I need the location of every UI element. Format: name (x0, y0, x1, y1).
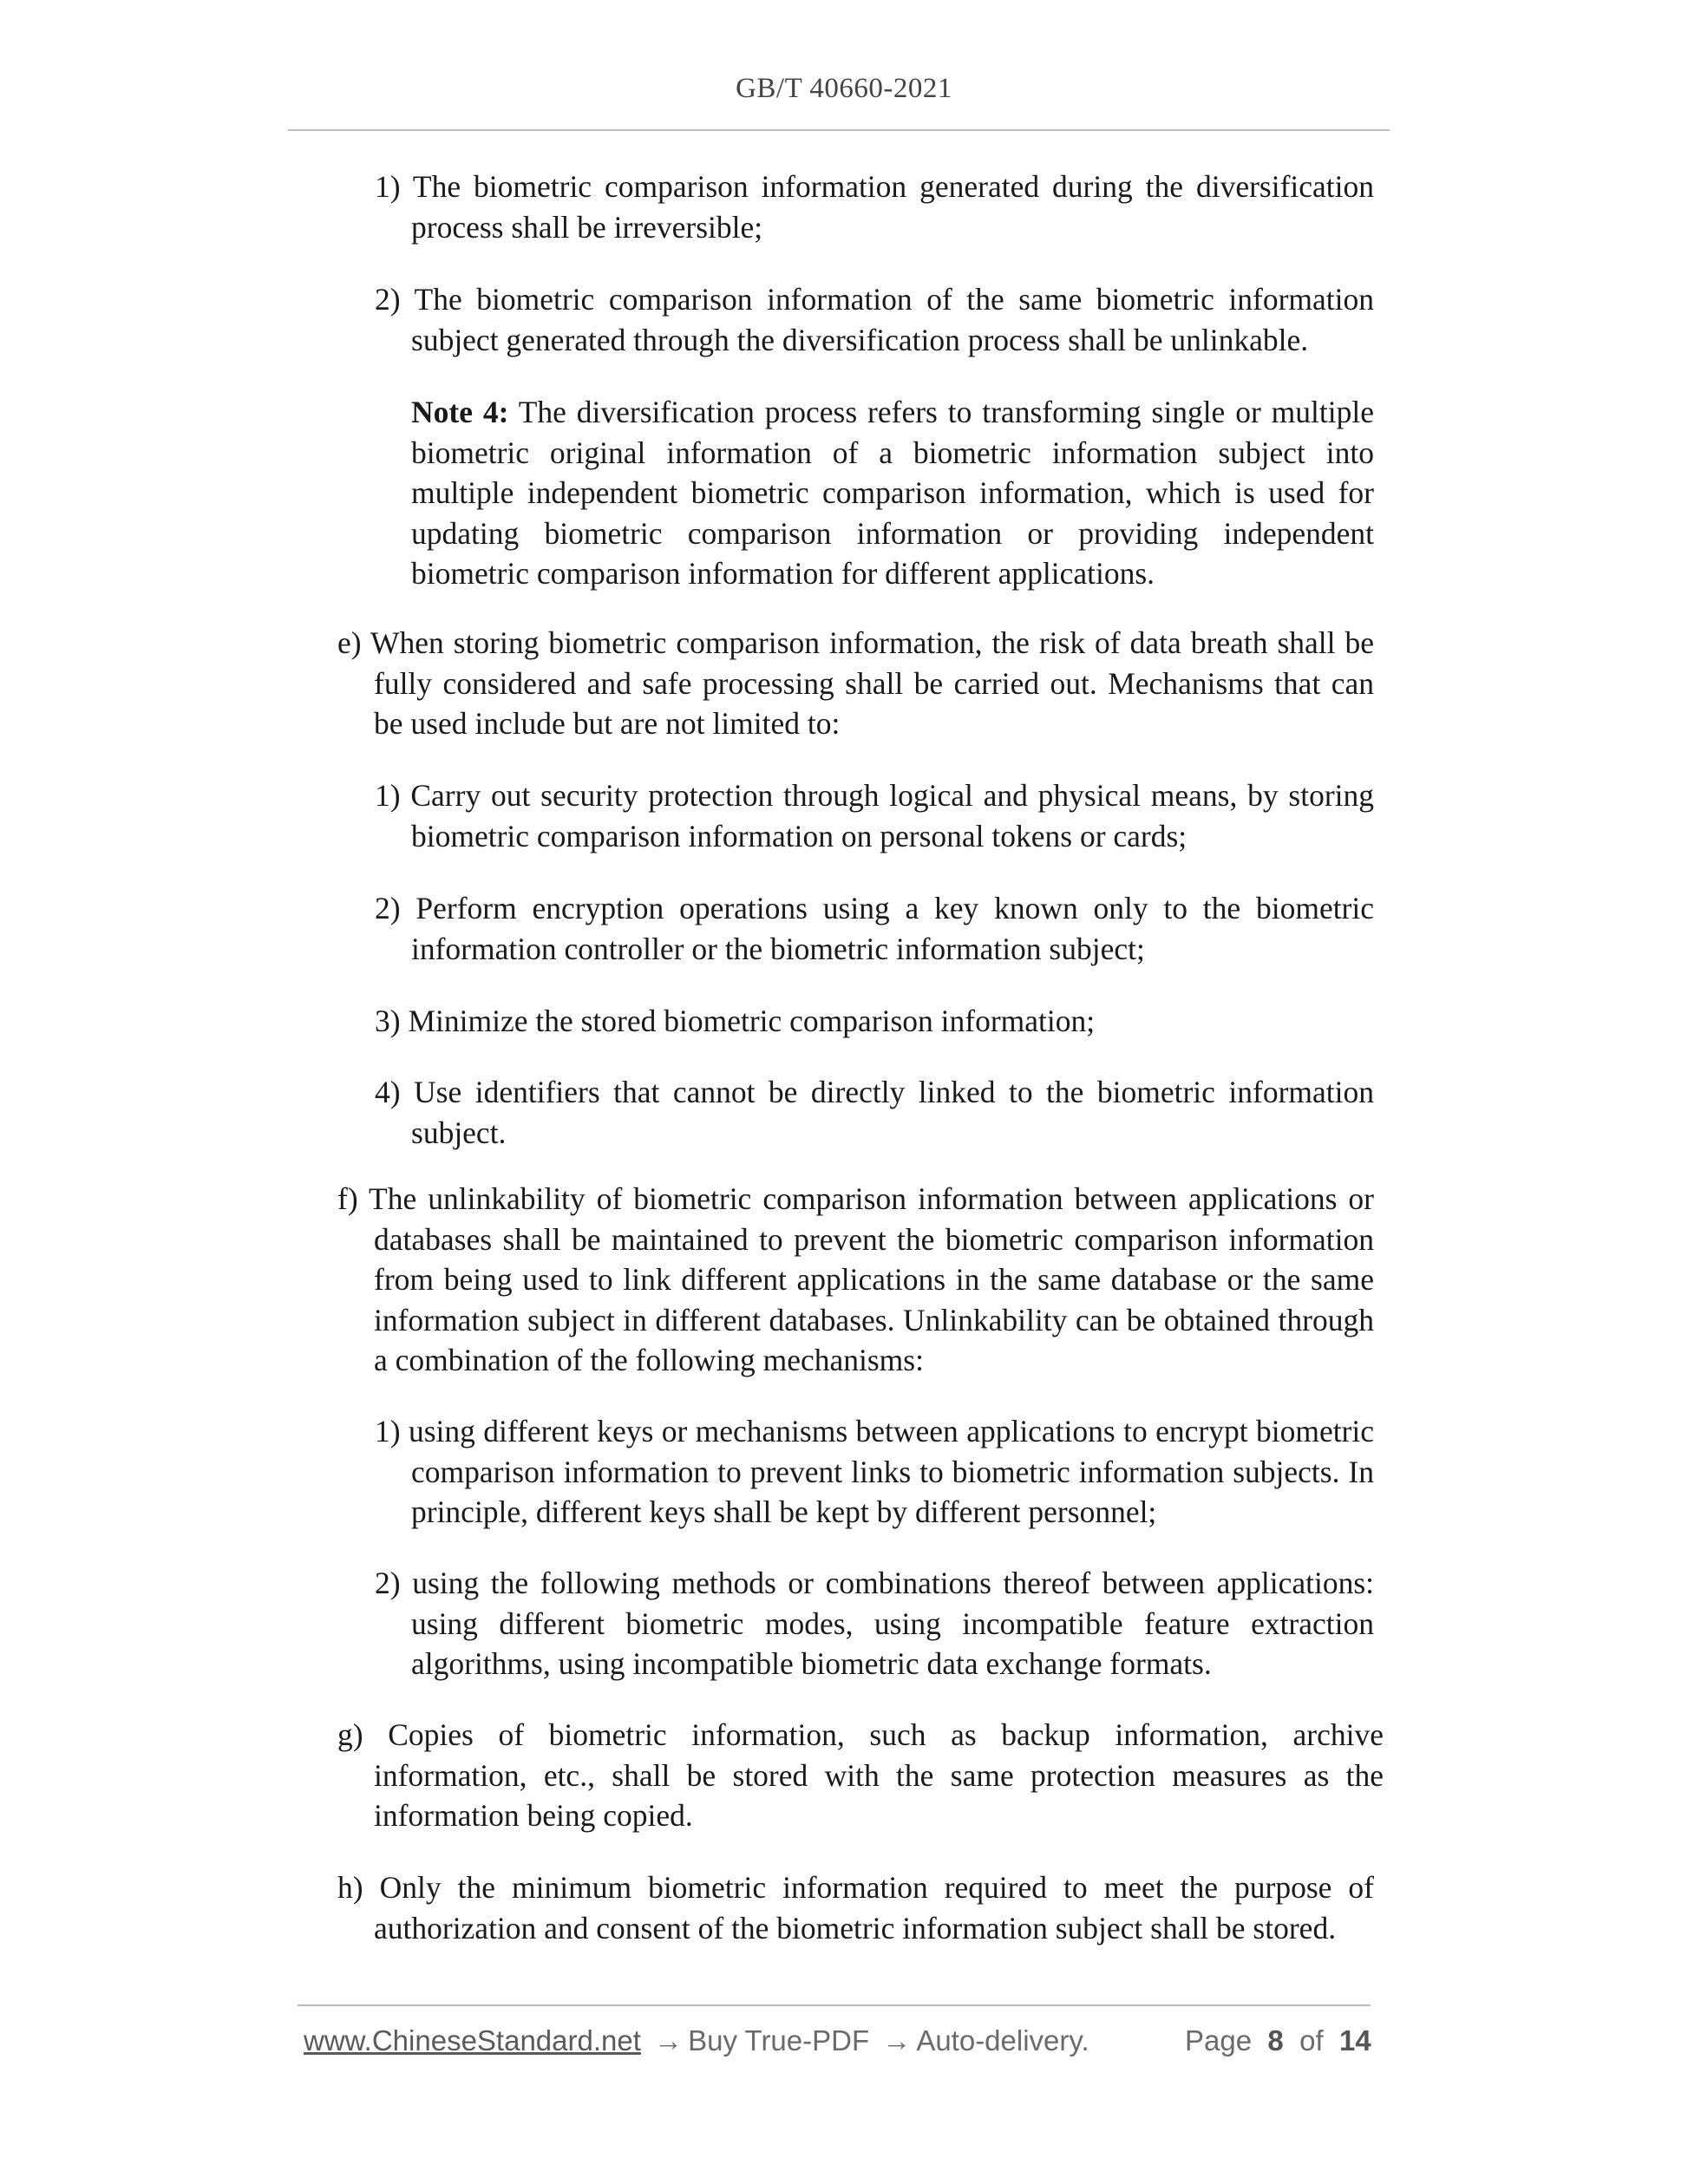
item-text: When storing biometric comparison information, the risk of data breath shall be fully considered and safe processing shall be carried out. Mechanisms that can be used include but are not limited to: (370, 625, 1374, 741)
item-text: using different keys or mechanisms between applications to encrypt biometric comparison information to prevent links to biometric information subjects. In principle, different keys shall be kept by different personnel; (408, 1414, 1374, 1529)
item-text: Perform encryption operations using a key known only to the biometric information controller or the biometric information subject; (411, 891, 1374, 966)
footer-promo (304, 2024, 1089, 2063)
list-item-e3 (375, 1001, 1374, 1042)
list-item-h (337, 1867, 1374, 1948)
item-marker: 2) (375, 891, 401, 925)
list-item-e2 (375, 888, 1374, 969)
item-text: Only the minimum biometric information required to meet the purpose of authorization and consent of the biometric information subject shall be stored. (374, 1870, 1375, 1945)
item-marker: 1) (375, 778, 401, 813)
list-item-e1 (375, 775, 1374, 856)
note-4 (411, 392, 1374, 594)
list-item-d1 (375, 167, 1374, 247)
note-text: The diversification process refers to transforming single or multiple biometric original information of a biometric information subject into multiple independent biometric comparison information, which is used for updating biometric comparison information or providing independent biometric comparison information for different applications. (411, 395, 1374, 591)
item-text: The unlinkability of biometric comparison information between applications or databases shall be maintained to prevent the biometric comparison information from being used to link different applications in the same database or the same information subject in different databases. Unlinkability can be obtained through a combination of the following mechanisms: (369, 1181, 1374, 1377)
arrow-right-icon: → (882, 2024, 912, 2056)
of-word: of (1299, 2024, 1324, 2056)
note-label: Note 4: (411, 395, 509, 429)
item-marker: 2) (375, 1566, 401, 1600)
footer-divider (298, 2004, 1371, 2006)
buy-text: Buy True-PDF (688, 2024, 870, 2056)
item-marker: 1) (375, 169, 401, 204)
item-text: Use identifiers that cannot be directly linked to the biometric information subject. (411, 1075, 1374, 1150)
item-text: using the following methods or combinations thereof between applications: using different biometric modes, using incompatible feature extraction algorithms, using incompatible biometric data exchange formats. (411, 1566, 1375, 1681)
item-text: Carry out security protection through logical and physical means, by storing biometric comparison information on personal tokens or cards; (410, 778, 1374, 853)
item-marker: 4) (375, 1075, 401, 1109)
page-word: Page (1185, 2024, 1253, 2056)
item-marker: g) (337, 1717, 363, 1752)
page-indicator (1185, 2024, 1371, 2063)
list-item-g (337, 1715, 1384, 1836)
header-divider (288, 129, 1390, 131)
arrow-right-icon: → (654, 2024, 684, 2056)
item-text: Minimize the stored biometric comparison information; (408, 1004, 1096, 1038)
site-link[interactable]: www.ChineseStandard.net (304, 2024, 641, 2056)
page-current: 8 (1267, 2024, 1284, 2056)
delivery-text: Auto-delivery. (916, 2024, 1089, 2056)
list-item-f2 (375, 1563, 1374, 1684)
item-marker: 3) (375, 1004, 401, 1038)
item-marker: e) (337, 625, 362, 660)
item-marker: 2) (375, 282, 401, 317)
item-marker: 1) (375, 1414, 401, 1448)
item-text: Copies of biometric information, such as backup information, archive information, etc., shall be stored with the same protection measures as the information being copied. (374, 1717, 1384, 1833)
page-total: 14 (1339, 2024, 1371, 2056)
list-item-e (337, 623, 1374, 744)
item-text: The biometric comparison information of the same biometric information subject generated through the diversification process shall be unlinkable. (411, 282, 1375, 357)
item-marker: h) (337, 1870, 363, 1905)
list-item-e4 (375, 1072, 1374, 1153)
standard-code: GB/T 40660-2021 (736, 73, 952, 104)
item-text: The biometric comparison information generated during the diversification process shall be irreversible; (411, 169, 1374, 245)
page-header (0, 73, 1688, 105)
list-item-d2 (375, 279, 1374, 360)
item-marker: f) (337, 1181, 358, 1216)
list-item-f (337, 1179, 1374, 1381)
list-item-f1 (375, 1411, 1374, 1533)
